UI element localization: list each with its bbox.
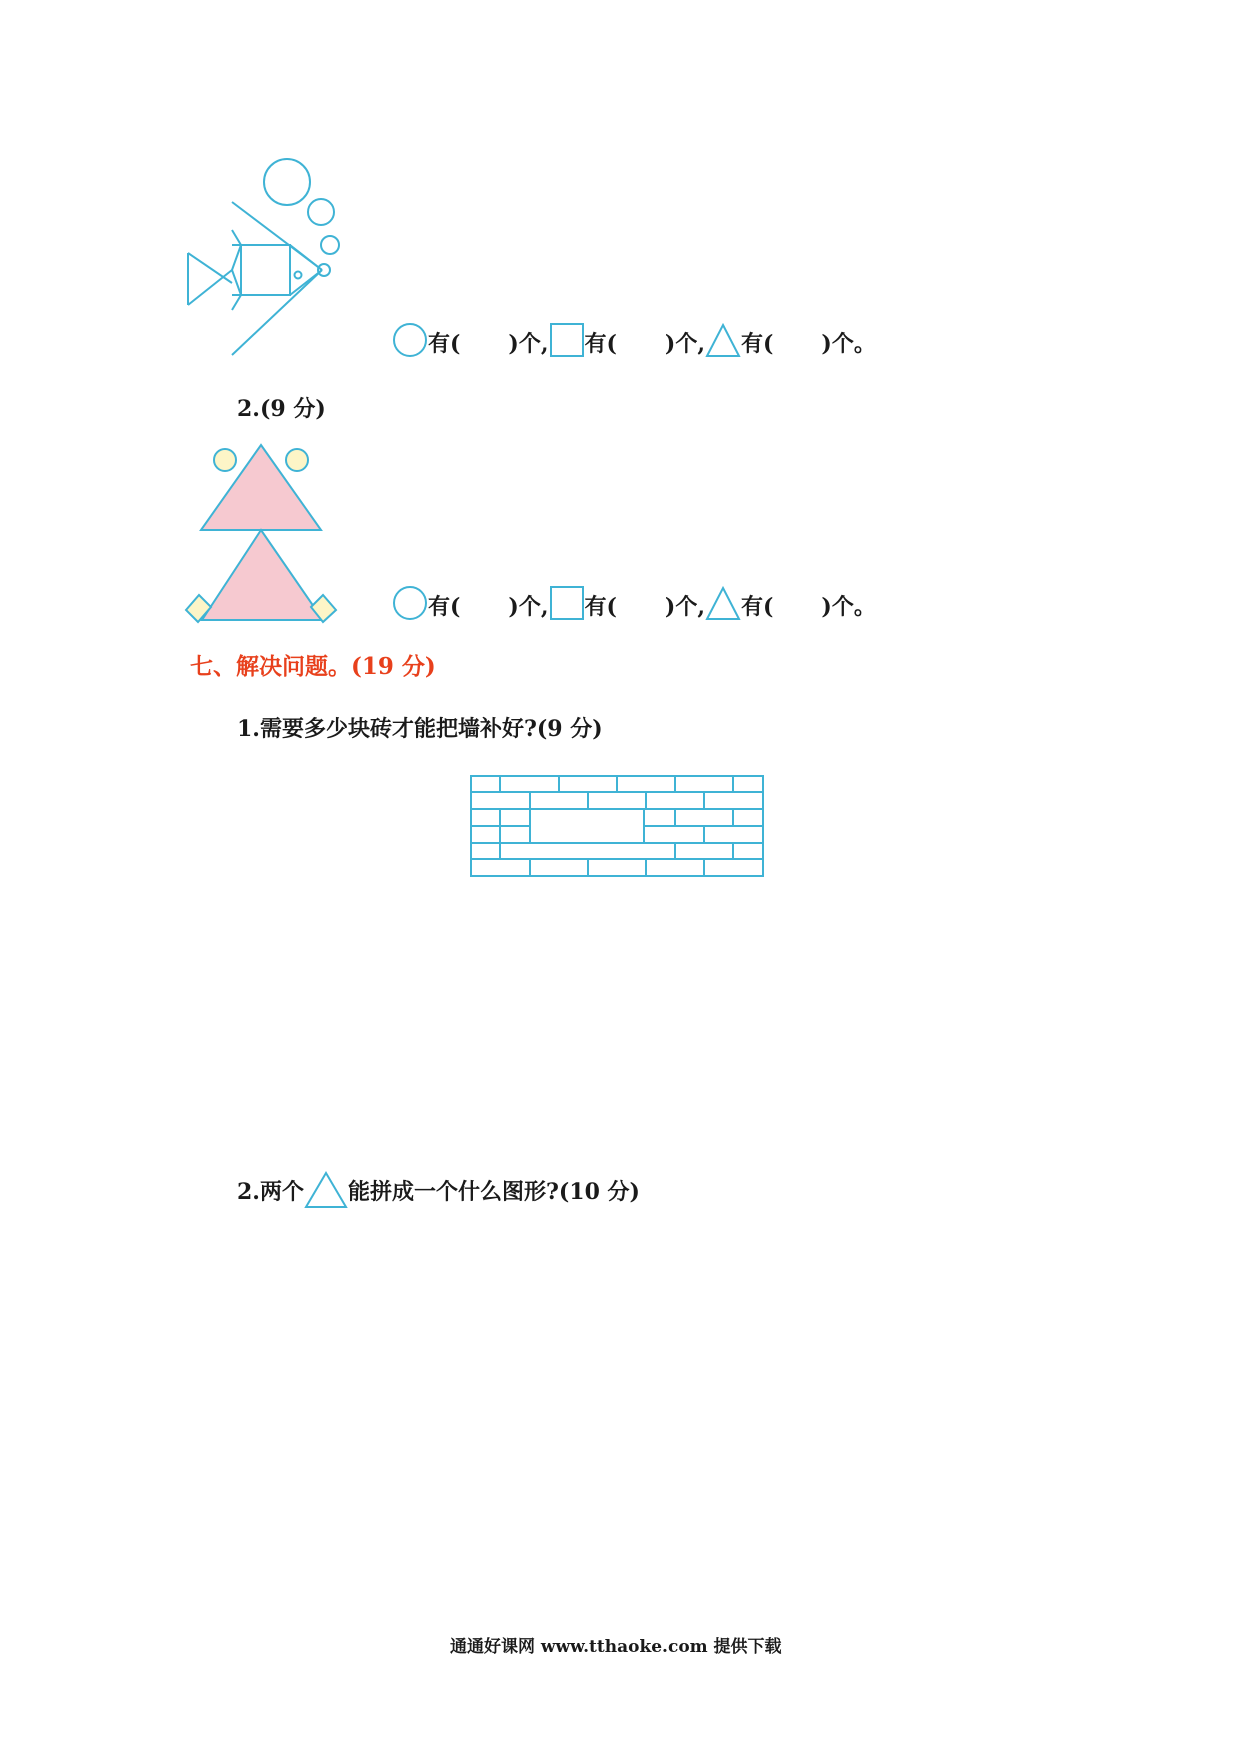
triangle-shape-icon — [705, 585, 741, 621]
q2-square-has: 有( — [584, 594, 617, 620]
q2-answer-line — [392, 585, 876, 621]
q1-answer-line — [392, 322, 876, 358]
problem1-label: 1.需要多少块砖才能把墙补好?(9 分) — [237, 716, 603, 742]
q2-label: 2.(9 分) — [237, 396, 326, 422]
triangle-shape-icon — [705, 322, 741, 358]
q2-triangle-has: 有( — [741, 594, 774, 620]
q2-circle-has: 有( — [428, 594, 461, 620]
problem2-label — [237, 1170, 640, 1210]
triangle-shape-icon — [304, 1170, 348, 1210]
problem2-suffix: 能拼成一个什么图形?(10 分) — [347, 1178, 640, 1205]
q1-circle-sep: )个, — [508, 331, 549, 357]
q1-triangle-end: )个。 — [821, 331, 876, 357]
q1-triangle-has: 有( — [741, 331, 774, 357]
brick-wall — [470, 775, 765, 879]
square-shape-icon — [549, 585, 585, 621]
q2-circle-sep: )个, — [508, 594, 549, 620]
q2-triangle-end: )个。 — [821, 594, 876, 620]
section-title: 七、解决问题。(19 分) — [190, 653, 436, 680]
fish-figure — [180, 150, 350, 365]
q2-square-sep: )个, — [664, 594, 705, 620]
circle-shape-icon — [392, 322, 428, 358]
triangle-figure — [180, 435, 350, 625]
problem2-prefix: 2.两个 — [237, 1178, 304, 1205]
q1-square-has: 有( — [584, 331, 617, 357]
footer-text: 通通好课网 www.tthaoke.com 提供下载 — [450, 1637, 782, 1657]
q1-square-sep: )个, — [664, 331, 705, 357]
q1-circle-has: 有( — [428, 331, 461, 357]
circle-shape-icon — [392, 585, 428, 621]
square-shape-icon — [549, 322, 585, 358]
